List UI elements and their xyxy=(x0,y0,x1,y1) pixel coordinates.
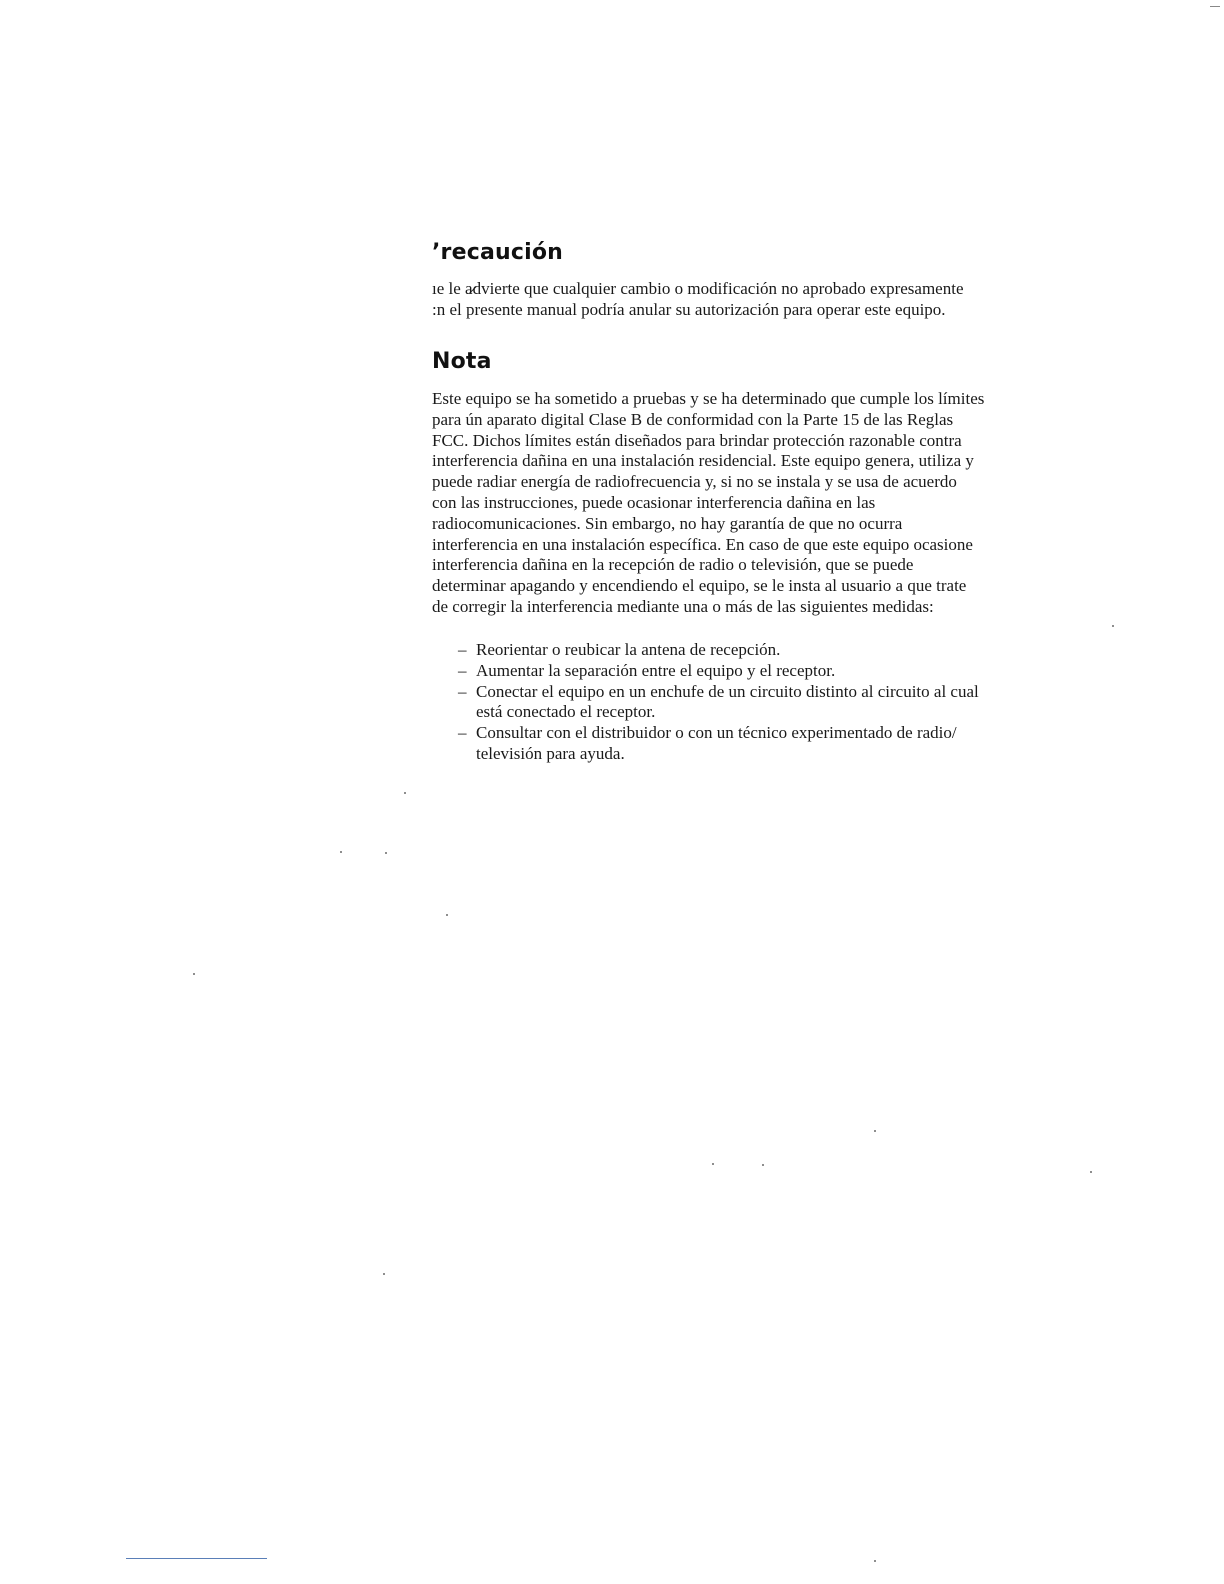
list-item-text: Aumentar la separación entre el equipo y el receptor. xyxy=(476,660,836,680)
list-item-text: Conectar el equipo en un enchufe de un circuito distinto al circuito al cual xyxy=(476,681,979,701)
scan-speck xyxy=(385,852,387,854)
scan-speck xyxy=(874,1130,876,1132)
measures-list xyxy=(458,640,1078,765)
scan-speck xyxy=(762,1164,764,1166)
paragraph-line: determinar apagando y encendiendo el equipo, se le insta al usuario a que trate xyxy=(432,576,967,596)
scan-speck xyxy=(874,1560,876,1562)
dash-bullet: – xyxy=(458,660,467,680)
footnote-rule xyxy=(126,1558,267,1559)
scan-speck xyxy=(446,914,448,916)
list-item-text: Reorientar o reubicar la antena de recepción. xyxy=(476,640,781,659)
paragraph-line: interferencia en una instalación específica. En caso de que este equipo ocasione xyxy=(432,534,973,554)
scan-speck xyxy=(404,792,406,794)
nota-paragraph xyxy=(432,389,1082,618)
scan-speck xyxy=(383,1273,385,1275)
precaucion-heading: ’recaución xyxy=(432,240,564,265)
nota-heading: Nota xyxy=(432,349,492,374)
paragraph-line: :n el presente manual podría anular su autorización para operar este equipo. xyxy=(432,299,946,319)
paragraph-line: con las instrucciones, puede ocasionar interferencia dañina en las xyxy=(432,492,876,512)
paragraph-line: radiocomunicaciones. Sin embargo, no hay garantía de que no ocurra xyxy=(432,513,903,533)
scan-speck xyxy=(340,851,342,853)
list-item-text: televisión para ayuda. xyxy=(476,743,625,763)
scan-speck xyxy=(1090,1171,1092,1173)
list-item-text: está conectado el receptor. xyxy=(476,702,656,722)
paragraph-line: interferencia dañina en una instalación residencial. Este equipo genera, utiliza y xyxy=(432,451,974,471)
scan-speck xyxy=(193,973,195,975)
paragraph-line: Este equipo se ha sometido a pruebas y se ha determinado que cumple los límites xyxy=(432,389,985,408)
precaucion-paragraph xyxy=(432,279,1082,321)
paragraph-line: interferencia dañina en la recepción de radio o televisión, que se puede xyxy=(432,555,914,575)
list-item xyxy=(458,682,1078,724)
scan-speck xyxy=(1112,625,1114,627)
dash-bullet: – xyxy=(458,681,467,701)
paragraph-line: FCC. Dichos límites están diseñados para brindar protección razonable contra xyxy=(432,430,962,450)
paragraph-line: de corregir la interferencia mediante una o más de las siguientes medidas: xyxy=(432,596,934,616)
list-item-text: Consultar con el distribuidor o con un técnico experimentado de radio/ xyxy=(476,723,957,743)
paragraph-line: puede radiar energía de radiofrecuencia y, si no se instala y se usa de acuerdo xyxy=(432,472,957,492)
list-item xyxy=(458,661,1078,682)
corner-mark xyxy=(1210,6,1220,7)
dash-bullet: – xyxy=(458,640,467,659)
list-item xyxy=(458,723,1078,765)
dash-bullet: – xyxy=(458,723,467,743)
scan-speck xyxy=(712,1163,714,1165)
paragraph-line: ıe le a̷dvierte que cualquier cambio o modificación no aprobado expresamente xyxy=(432,279,964,298)
list-item xyxy=(458,640,1078,661)
paragraph-line: para ún aparato digital Clase B de conformidad con la Parte 15 de las Reglas xyxy=(432,409,954,429)
